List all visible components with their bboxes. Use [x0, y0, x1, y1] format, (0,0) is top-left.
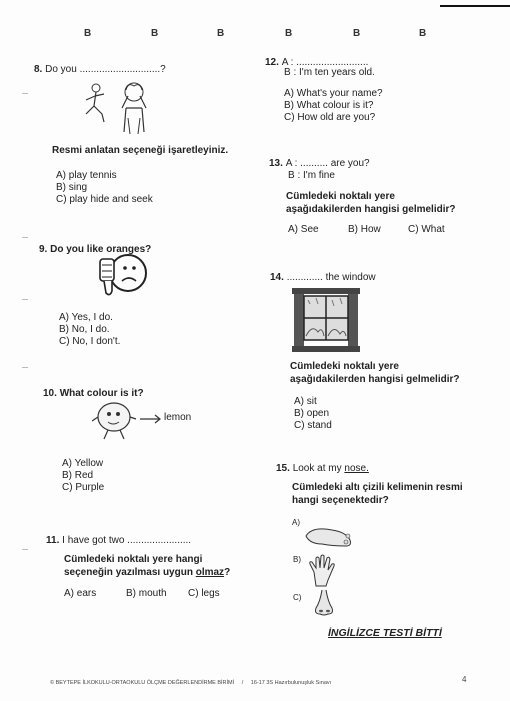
- option-a[interactable]: A): [292, 518, 300, 527]
- footer-exam-name: 16-17 3S Hazırbulunuşluk Sınavı: [250, 680, 332, 686]
- question-number: 12.: [265, 57, 279, 68]
- question-text: Do you like oranges?: [50, 244, 152, 255]
- hand-picture: [306, 554, 338, 588]
- question-text: Look at my: [292, 463, 345, 474]
- question-11: [46, 534, 191, 547]
- footer-separator: /: [241, 680, 244, 686]
- option-b[interactable]: B) mouth: [126, 588, 167, 599]
- option-a[interactable]: A) sit: [294, 396, 317, 407]
- foot-picture: [302, 522, 354, 552]
- dialogue-line-a: A : .......... are you?: [285, 158, 370, 169]
- option-b[interactable]: B): [293, 555, 301, 564]
- question-15-instruction: [292, 481, 463, 507]
- question-8: [34, 63, 166, 76]
- option-a[interactable]: A) ears: [64, 588, 97, 599]
- option-b[interactable]: B) sing: [56, 182, 88, 193]
- instruction-line: aşağıdakilerden hangisi gelmelidir?: [286, 204, 456, 215]
- instruction-line: hangi seçenektedir?: [292, 495, 389, 506]
- question-8-instruction: Resmi anlatan seçeneği işaretleyiniz.: [52, 145, 229, 156]
- question-number: 14.: [270, 272, 284, 283]
- question-text: What colour is it?: [59, 388, 144, 399]
- question-number: 9.: [39, 244, 48, 255]
- option-b[interactable]: B) Red: [62, 470, 94, 481]
- children-playing-picture: [82, 78, 158, 136]
- option-a[interactable]: A) Yes, I do.: [59, 312, 113, 323]
- instruction-line: Cümledeki noktalı yere hangi: [64, 554, 203, 565]
- instruction-line: aşağıdakilerden hangisi gelmelidir?: [290, 374, 460, 385]
- option-a[interactable]: A) Yellow: [62, 458, 104, 469]
- question-number: 13.: [269, 158, 283, 169]
- option-b[interactable]: B) open: [294, 408, 330, 419]
- dialogue-line-a: A : ..........................: [281, 57, 369, 68]
- instruction-line: Cümledeki noktalı yere: [286, 191, 395, 202]
- option-a[interactable]: A) What's your name?: [284, 88, 383, 99]
- top-scan-edge: [0, 0, 510, 14]
- question-13-instruction: [286, 190, 456, 216]
- booklet-letter: B: [353, 28, 361, 39]
- page-number: 4: [462, 675, 467, 684]
- booklet-letter: B: [285, 28, 293, 39]
- underlined-word: olmaz: [195, 567, 225, 578]
- option-c[interactable]: C) Purple: [62, 482, 105, 493]
- lemon-label: lemon: [164, 412, 192, 423]
- option-a[interactable]: A) See: [288, 224, 319, 235]
- option-c[interactable]: C) play hide and seek: [56, 194, 153, 205]
- question-14-instruction: [290, 360, 460, 386]
- question-11-instruction: [64, 553, 230, 579]
- dialogue-line-b: B : I'm fine: [288, 170, 335, 181]
- option-b[interactable]: B) No, I do.: [59, 324, 110, 335]
- window-picture: [290, 286, 362, 354]
- option-a[interactable]: A) play tennis: [56, 170, 117, 181]
- booklet-letter: B: [84, 28, 92, 39]
- question-9-options: [59, 312, 120, 348]
- question-number: 10.: [43, 388, 57, 399]
- question-number: 15.: [276, 463, 290, 474]
- instruction-line: Cümledeki noktalı yere: [290, 361, 399, 372]
- question-mark: ?: [224, 567, 231, 578]
- instruction-line: Cümledeki altı çizili kelimenin resmi: [292, 482, 463, 493]
- instruction-line: [64, 566, 230, 579]
- booklet-letter: B: [419, 28, 427, 39]
- question-text: Do you .............................?: [45, 64, 166, 75]
- option-c[interactable]: C) legs: [188, 588, 220, 599]
- question-8-options: [56, 170, 153, 206]
- question-13-options: [288, 224, 445, 235]
- booklet-letter: B: [151, 28, 159, 39]
- footer: [50, 680, 331, 686]
- option-c[interactable]: C) stand: [294, 420, 332, 431]
- question-15: [276, 462, 369, 475]
- footer-institution: © BEYTEPE İLKOKULU-ORTAOKULU ÖLÇME DEĞERLENDİRME BİRİMİ: [50, 680, 235, 686]
- option-b[interactable]: B) What colour is it?: [284, 100, 374, 111]
- question-12-options: [284, 88, 383, 124]
- question-14: [270, 271, 376, 284]
- nose-picture: [310, 588, 340, 618]
- question-number: 11.: [46, 535, 60, 546]
- option-c[interactable]: C): [293, 593, 302, 602]
- question-text: ............. the window: [286, 272, 376, 283]
- question-text: I have got two .......................: [62, 535, 192, 546]
- dialogue-line-b: B : I'm ten years old.: [284, 67, 375, 78]
- question-14-options: [294, 396, 332, 432]
- option-c[interactable]: C) No, I don't.: [59, 336, 121, 347]
- option-b[interactable]: B) How: [348, 224, 381, 235]
- thumbs-down-face-picture: [98, 253, 154, 299]
- question-number: 8.: [34, 64, 43, 75]
- underlined-word: nose.: [344, 463, 369, 474]
- option-c[interactable]: C) What: [408, 224, 445, 235]
- booklet-letter: B: [217, 28, 225, 39]
- option-c[interactable]: C) How old are you?: [284, 112, 376, 123]
- lemon-character-picture: [92, 395, 164, 443]
- instruction-text: seçeneğin yazılması uygun: [64, 567, 196, 578]
- test-finished-label: İNGİLİZCE TESTİ BİTTİ: [328, 627, 442, 639]
- question-10-options: [62, 458, 104, 494]
- booklet-letters: [0, 28, 510, 42]
- question-11-options: [64, 588, 220, 599]
